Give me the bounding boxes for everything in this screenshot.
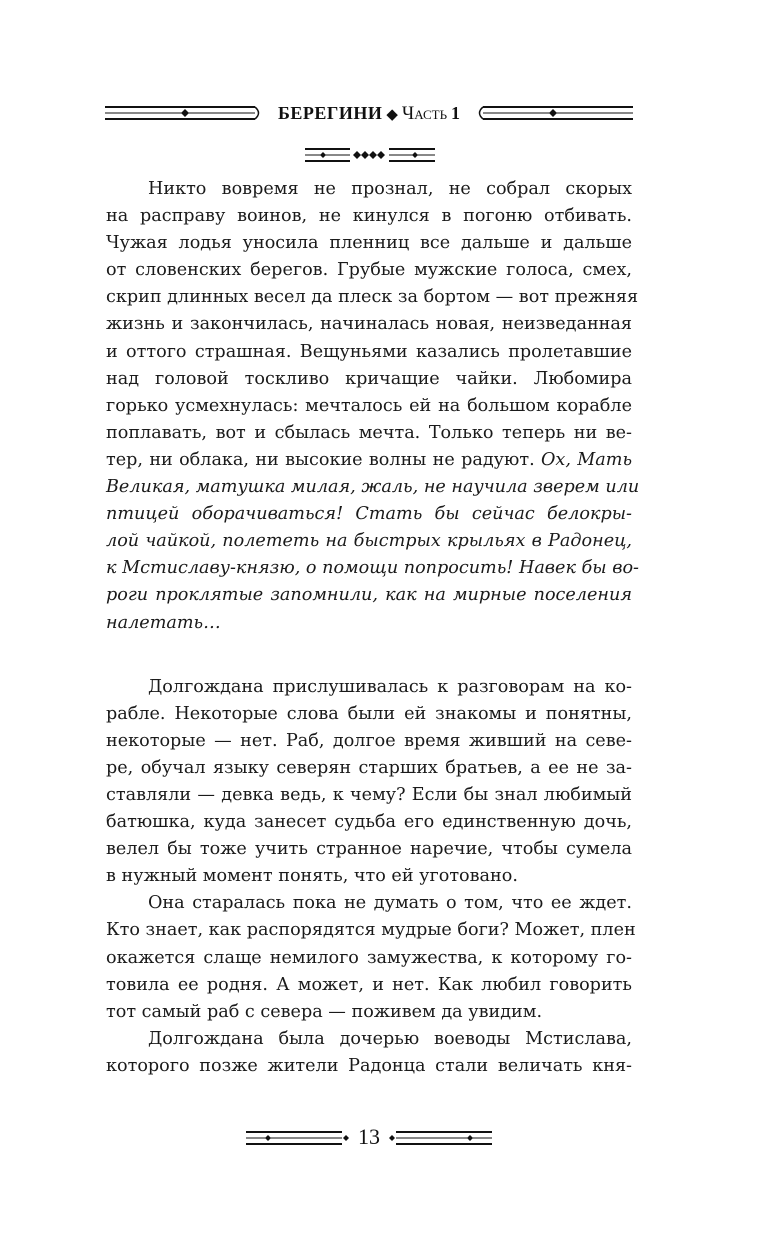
text-line: батюшка, куда занесет судьба его единственную дочь, [106, 812, 632, 833]
text-line: некоторые — нет. Раб, долгое время живший на севе- [106, 730, 632, 751]
part-number: 1 [451, 103, 461, 123]
page-number: 13 [358, 1124, 380, 1149]
text-line: велел бы тоже учить странное наречие, чтобы сумела [106, 839, 632, 860]
text-line: ставляли — девка ведь, к чему? Если бы знал любимый [106, 784, 632, 805]
header-ornament-right [475, 104, 633, 122]
italic-line: роги проклятые запомнили, как на мирные поселения [106, 585, 632, 606]
header-title-group [278, 98, 460, 130]
text-line: Чужая лодья уносила пленниц все дальше и дальше [106, 233, 632, 254]
text-line-mixed [106, 447, 632, 474]
part-label: Часть [401, 103, 448, 124]
chapter-ornament-icon [305, 146, 435, 164]
text-line: от словенских берегов. Грубые мужские голоса, смех, [106, 260, 632, 281]
text-line: скрип длинных весел да плеск за бортом — вот прежняя [106, 287, 639, 308]
paragraph-gap [106, 637, 632, 674]
text-line: товила ее родня. А может, и нет. Как любил говорить [106, 974, 632, 995]
book-title: БЕРЕГИНИ [277, 103, 383, 123]
header-ornament-left [105, 104, 263, 122]
text-line: Она старалась пока не думать о том, что ее ждет. [148, 893, 632, 914]
italic-line: лой чайкой, полететь на быстрых крыльях в Радонец, [106, 531, 632, 552]
italic-run: Ох, Мать [541, 449, 633, 470]
text-line: окажется слаще немилого замужества, к которому го- [106, 947, 632, 968]
footer-ornament-right [388, 1130, 492, 1146]
text-line: Долгождана прислушивалась к разговорам на ко- [148, 676, 632, 697]
running-header [105, 98, 633, 128]
text-line: на расправу воинов, не кинулся в погоню отбивать. [106, 206, 632, 227]
body-text [106, 176, 640, 1080]
italic-line: налетать… [106, 612, 221, 633]
italic-line: Великая, матушка милая, жаль, не научила зверем или [106, 477, 640, 498]
diamond-separator-icon: ◆ [386, 107, 398, 123]
text-line: и оттого страшная. Вещуньями казались пролетавшие [106, 341, 632, 362]
text-line: горько усмехнулась: мечталось ей на большом корабле [106, 395, 632, 416]
text-line: над головой тоскливо кричащие чайки. Любомира [106, 368, 632, 389]
footer-ornament-left [246, 1130, 350, 1146]
text-line: Кто знает, как распорядятся мудрые боги? Может, плен [106, 920, 636, 941]
text-run: тер, ни облака, ни высокие волны не радуют. [106, 449, 535, 470]
text-line: поплавать, вот и сбылась мечта. Только теперь ни ве- [106, 422, 632, 443]
text-line: которого позже жители Радонца стали величать кня- [106, 1055, 632, 1076]
text-line: Долгождана была дочерью воеводы Мстислава, [148, 1028, 632, 1049]
italic-line: птицей оборачиваться! Стать бы сейчас белокры- [106, 504, 632, 525]
text-line: в нужный момент понять, что ей уготовано. [106, 866, 518, 887]
page-footer [246, 1122, 492, 1152]
italic-line: к Мстиславу-князю, о помощи попросить! Навек бы во- [106, 558, 639, 579]
text-line: рабле. Некоторые слова были ей знакомы и понятны, [106, 703, 632, 724]
text-line: ре, обучал языку северян старших братьев, а ее не за- [106, 757, 632, 778]
text-line: Никто вовремя не прознал, не собрал скорых [148, 179, 632, 199]
text-line: тот самый раб с севера — поживем да увидим. [106, 1001, 543, 1022]
text-line: жизнь и закончилась, начиналась новая, неизведанная [106, 314, 632, 335]
